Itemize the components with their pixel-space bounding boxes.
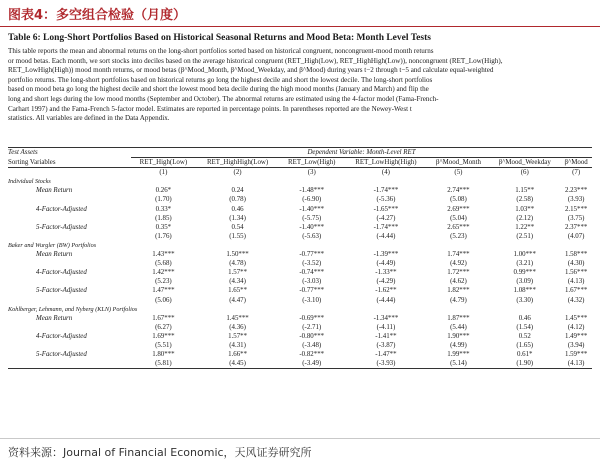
tstat-cell: (4.78) [229,260,246,268]
table-row [8,341,592,350]
table-description [8,47,592,124]
column-number: (7) [572,169,581,177]
table-row [8,350,592,359]
tstat-cell: (4.13) [567,278,585,286]
estimate-cell: -1.62** [375,287,397,295]
estimate-cell: -1.47** [375,351,397,359]
column-number: (5) [454,169,463,177]
tstat-cell: (3.93) [567,196,585,204]
tstat-cell: (1.54) [516,323,534,331]
estimate-cell: 1.82*** [447,287,470,295]
tstat-cell: (4.32) [567,296,585,304]
estimate-cell: 1.69*** [152,332,175,340]
tstat-cell: (1.90) [489,359,560,369]
row-label: 5-Factor-Adjusted [36,223,87,231]
sorting-variables-header: Sorting Variables [8,158,131,168]
tstat-cell: (1.85) [155,214,172,222]
tstat-cell: (5.23) [450,232,467,240]
estimate-cell: 0.52 [518,332,531,340]
paper-excerpt [8,30,592,434]
tstat-cell: (3.30) [516,296,534,304]
table-row [8,323,592,332]
source-note: 资料来源：Journal of Financial Economic，天风证券研究所 [8,446,312,459]
estimate-cell: 1.42*** [152,269,175,277]
column-number: (6) [520,169,529,177]
table-row [8,286,592,295]
estimate-cell: 1.65** [228,287,248,295]
description-line: This table reports the mean and abnormal returns on the long-short portfolios sorted based on historical congruent, noncongruent-mood month returns [8,47,434,55]
tstat-cell: (-3.87) [376,341,396,349]
row-label-empty [8,277,131,286]
estimate-cell: -0.80*** [299,332,325,340]
tstat-cell: (4.79) [450,296,467,304]
table-row [8,232,592,241]
estimate-cell: 0.61* [516,351,533,359]
estimate-cell: -1.65*** [373,205,399,213]
column-number: (4) [381,169,390,177]
row-label-empty [8,214,131,223]
estimate-cell: -1.33** [375,269,397,277]
estimate-cell: 1.87*** [447,314,470,322]
tstat-cell: (1.65) [516,341,534,349]
table-title: Table 6: Long-Short Portfolios Based on Historical Seasonal Returns and Mood Beta: Month Level Tests [8,33,431,43]
estimate-cell: 1.72*** [447,269,470,277]
tstat-cell: (4.31) [229,341,246,349]
tstat-cell: (-4.11) [376,323,396,331]
row-label: 5-Factor-Adjusted [36,351,87,359]
test-assets-header: Test Assets [8,148,131,158]
tstat-cell: (2.58) [516,196,534,204]
table-row [8,268,592,277]
estimate-cell: 1.58*** [564,251,588,259]
table-row [8,250,592,259]
estimate-cell: -0.77*** [299,251,325,259]
row-label-empty [8,195,131,204]
table-row [8,214,592,223]
tstat-cell: (5.68) [155,260,172,268]
section-header: Baker and Wurgler (BW) Portfolios [8,241,97,249]
dependent-variable-header: Dependent Variable: Month-Level RET [131,148,592,158]
tstat-cell: (5.06) [155,296,172,304]
estimate-cell: -1.34*** [373,314,399,322]
estimate-cell: 2.15*** [564,205,588,213]
estimate-cell: 2.65*** [447,223,470,231]
tstat-cell: (4.92) [450,260,467,268]
estimate-cell: 1.56*** [564,269,588,277]
row-label-empty [8,232,131,241]
estimate-cell: 1.57** [228,269,248,277]
tstat-cell: (2.12) [516,214,534,222]
estimate-cell: 1.90*** [447,332,470,340]
estimate-cell: 1.80*** [152,351,175,359]
estimate-cell: 1.57** [228,332,248,340]
tstat-cell: (-3.10) [302,296,322,304]
table-row [8,314,592,323]
estimate-cell: 1.00*** [513,251,536,259]
row-label-empty [8,341,131,350]
column-header: β^Mood_Weekday [489,158,560,168]
tstat-cell: (5.04) [450,214,467,222]
tstat-cell: (3.09) [516,278,534,286]
tstat-cell: (5.14) [428,359,489,369]
table-row [8,277,592,286]
row-label: 4-Factor-Adjusted [36,205,87,213]
estimate-cell: 0.99*** [513,269,536,277]
tstat-cell: (4.30) [567,260,585,268]
estimate-cell: 0.33* [155,205,172,213]
estimate-cell: 1.08*** [513,287,536,295]
tstat-cell: (6.27) [155,323,172,331]
column-header: RET_HighHigh(Low) [196,158,280,168]
column-header: RET_Low(High) [279,158,344,168]
estimate-cell: 2.37*** [564,223,588,231]
tstat-cell: (3.94) [567,341,585,349]
row-label: Mean Return [36,251,73,259]
tstat-cell: (1.34) [229,214,246,222]
tstat-cell: (4.13) [560,359,592,369]
estimate-cell: 1.15** [515,187,535,195]
tstat-cell: (5.81) [131,359,196,369]
description-line: Carhart 1997) and the Fama-French 5-factor model. Estimates are reported in percentage points. In parentheses reported are the Newey-West t [8,104,412,113]
tstat-cell: (5.51) [155,341,172,349]
row-label: Mean Return [36,314,73,322]
figure-title: 图表4：多空组合检验（月度） [8,8,187,23]
tstat-cell: (-2.71) [302,323,322,331]
tstat-cell: (-5.75) [302,214,322,222]
estimate-cell: 0.26* [155,187,172,195]
tstat-cell: (-4.29) [376,278,396,286]
table-row [8,223,592,232]
results-table [8,147,592,369]
estimate-cell: 1.67*** [564,287,588,295]
row-label: 5-Factor-Adjusted [36,287,87,295]
tstat-cell: (-3.03) [302,278,322,286]
tstat-cell: (4.47) [229,296,246,304]
tstat-cell: (4.45) [196,359,280,369]
tstat-cell: (4.99) [450,341,467,349]
tstat-cell: (4.07) [567,232,585,240]
tstat-cell: (4.12) [567,323,585,331]
estimate-cell: 0.46 [518,314,531,322]
row-label-empty [8,259,131,268]
tstat-cell: (3.21) [516,260,534,268]
estimate-cell: 1.67*** [152,314,175,322]
description-line: based on mood beta go long the highest decile and short the lowest mood beta decile during the high mood months (January and March) and flip the [8,85,429,94]
estimate-cell: 1.43*** [152,251,175,259]
estimate-cell: 1.99*** [447,351,470,359]
tstat-cell: (3.75) [567,214,585,222]
tstat-cell: (0.78) [229,196,246,204]
table-row [8,259,592,268]
estimate-cell: -1.74*** [373,223,399,231]
estimate-cell: 1.03** [515,205,535,213]
figure-title-bar [0,0,600,27]
description-line: statistics. All variables are defined in the Data Appendix. [8,114,170,123]
estimate-cell: -1.48*** [299,187,325,195]
estimate-cell: -1.40*** [299,205,325,213]
column-header: RET_High(Low) [131,158,196,168]
row-label-empty [8,359,131,369]
table-row [8,332,592,341]
tstat-cell: (-6.90) [302,196,322,204]
tstat-cell: (1.55) [229,232,246,240]
table-row [8,186,592,195]
estimate-cell: 1.45*** [564,314,588,322]
estimate-cell: -1.41** [375,332,397,340]
row-label: 4-Factor-Adjusted [36,332,87,340]
table-row [8,205,592,214]
estimate-cell: 1.66** [228,351,248,359]
estimate-cell: 0.54 [231,223,244,231]
tstat-cell: (-3.48) [302,341,322,349]
row-label-empty [8,323,131,332]
tstat-cell: (-3.52) [302,260,322,268]
estimate-cell: 2.69*** [447,205,470,213]
estimate-cell: 1.47*** [152,287,175,295]
section-header: Individual Stocks [8,178,51,186]
tstat-cell: (-3.93) [344,359,428,369]
tstat-cell: (5.44) [450,323,467,331]
tstat-cell: (4.62) [450,278,467,286]
estimate-cell: -1.74*** [373,187,399,195]
column-header: β^Mood_Month [428,158,489,168]
table-row [8,359,592,369]
tstat-cell: (-3.49) [279,359,344,369]
tstat-cell: (-5.63) [302,232,322,240]
estimate-cell: 1.74*** [447,251,470,259]
estimate-cell: 0.24 [231,187,244,195]
estimate-cell: -0.69*** [299,314,325,322]
column-header: RET_LowHigh(High) [344,158,428,168]
estimate-cell: -1.39*** [373,251,399,259]
column-header: β^Mood [560,158,592,168]
row-label-empty [8,296,131,305]
divider [0,438,600,439]
estimate-cell: -0.82*** [299,351,325,359]
estimate-cell: -1.40*** [299,223,325,231]
estimate-cell: 0.46 [231,205,244,213]
estimate-cell: 1.59*** [564,351,588,359]
tstat-cell: (4.34) [229,278,246,286]
description-line: or mood betas. Each month, we sort stocks into deciles based on the average historical congruent (RET_High(Low), RET_HighHigh(Low)), noncongruent (RET_Low(High), [8,56,503,65]
tstat-cell: (2.51) [516,232,534,240]
description-line: RET_LowHigh(High)) mood month returns, or mood betas (β^Mood_Month, β^Mood_Weekday, and β^Mood) during years t−2 through t−5 and calculate equal-weighted [8,66,494,75]
tstat-cell: (-4.44) [376,296,396,304]
estimate-cell: 1.50*** [226,251,249,259]
tstat-cell: (4.36) [229,323,246,331]
estimate-cell: 1.22** [515,223,535,231]
estimate-cell: 1.49*** [564,332,588,340]
estimate-cell: -0.74*** [299,269,325,277]
tstat-cell: (1.76) [155,232,172,240]
estimate-cell: 0.35* [155,223,172,231]
estimate-cell: 2.74*** [447,187,470,195]
description-line: long and short legs during the low mood months (September and October). The abnormal returns are estimated using the 4-factor model (Fama-French- [8,94,439,103]
section-header: Kohlberger, Lehmann, and Nyberg (KLN) Portfolios [8,305,138,313]
table-row [8,195,592,204]
tstat-cell: (5.23) [155,278,172,286]
description-line: portfolio returns. The long-short portfolios based on historical returns go long the highest decile and short the lowest decile. The long-short portfolios [8,75,433,84]
column-number: (1) [159,169,168,177]
tstat-cell: (-4.44) [376,232,396,240]
column-number: (3) [307,169,316,177]
column-number: (2) [233,169,242,177]
estimate-cell: -0.77*** [299,287,325,295]
table-row [8,296,592,305]
estimate-cell: 1.45*** [226,314,249,322]
tstat-cell: (-4.49) [376,260,396,268]
tstat-cell: (1.70) [155,196,172,204]
tstat-cell: (-4.27) [376,214,396,222]
row-label: 4-Factor-Adjusted [36,269,87,277]
tstat-cell: (-5.36) [376,196,396,204]
estimate-cell: 2.23*** [564,187,588,195]
row-label: Mean Return [36,187,73,195]
tstat-cell: (5.08) [450,196,467,204]
